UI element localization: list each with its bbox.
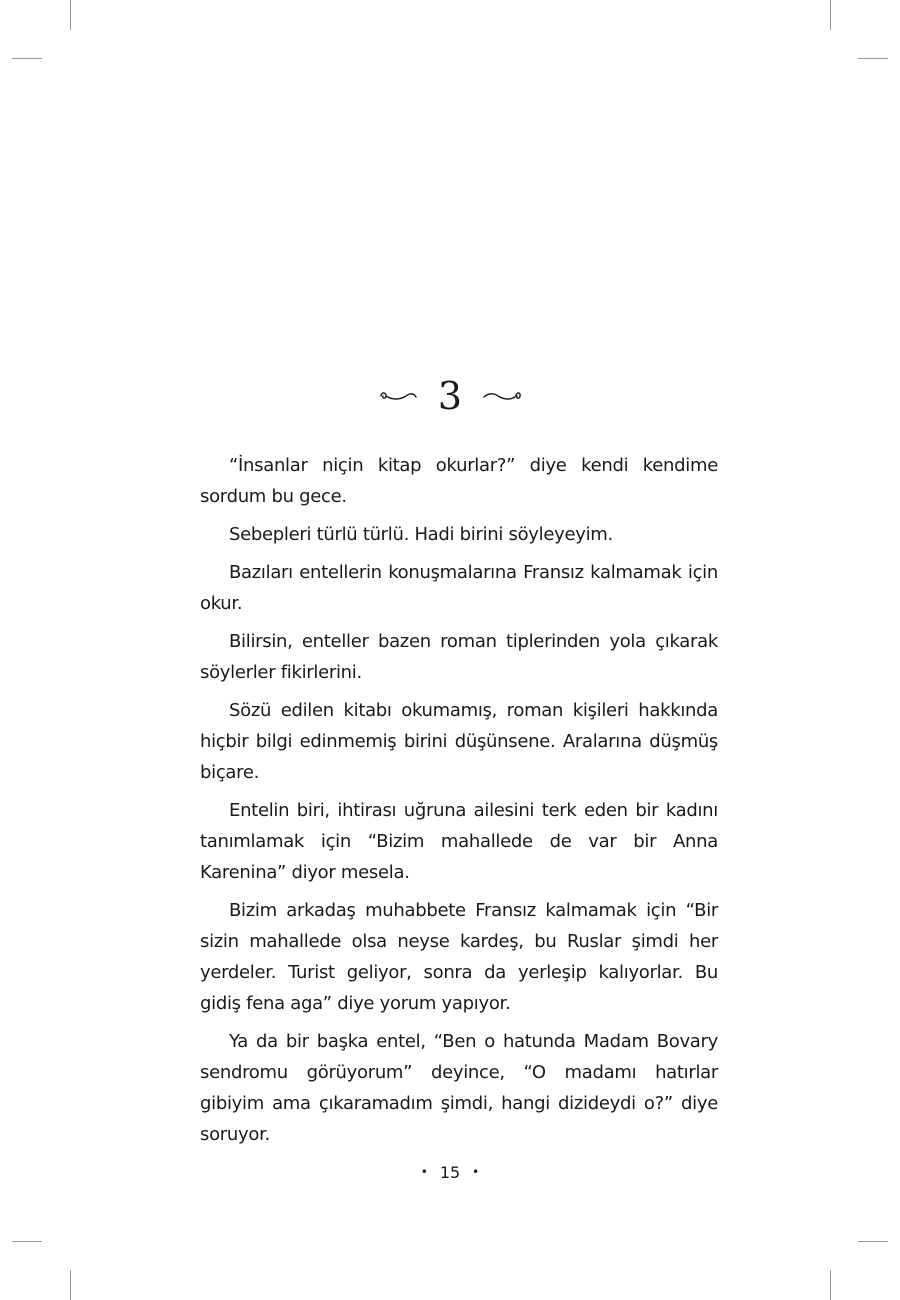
crop-mark-top-left-vertical bbox=[70, 0, 71, 30]
crop-mark-top-right-horizontal bbox=[858, 58, 888, 59]
paragraph: Bilirsin, enteller bazen roman tiplerinden yola çıkarak söylerler fikirlerini. bbox=[200, 631, 718, 683]
chapter-number: 3 bbox=[437, 374, 463, 418]
paragraph: Ya da bir başka entel, “Ben o hatunda Madam Bovary sendromu görüyorum” deyince, “O madamı hatırlar gibiyim ama çıkaramadım şimdi, hangi dizideydi o?” diye soruyor. bbox=[200, 1031, 718, 1145]
crop-mark-top-left-horizontal bbox=[12, 58, 42, 59]
page-number-footer bbox=[0, 1160, 900, 1184]
crop-mark-bottom-right-vertical bbox=[830, 1270, 831, 1300]
crop-mark-top-right-vertical bbox=[830, 0, 831, 30]
swirl-ornament-right-icon bbox=[480, 388, 524, 404]
body-text bbox=[200, 450, 718, 1157]
folio-right-mark: • bbox=[472, 1165, 480, 1179]
paragraph: Sözü edilen kitabı okumamış, roman kişileri hakkında hiçbir bilgi edinmemiş birini düşünsene. Aralarına düşmüş biçare. bbox=[200, 700, 718, 783]
paragraph: “İnsanlar niçin kitap okurlar?” diye kendi kendime sordum bu gece. bbox=[200, 455, 718, 507]
paragraph: Bazıları entellerin konuşmalarına Fransız kalmamak için okur. bbox=[200, 562, 718, 614]
crop-mark-bottom-left-vertical bbox=[70, 1270, 71, 1300]
page-number: 15 bbox=[439, 1162, 461, 1182]
crop-mark-bottom-left-horizontal bbox=[12, 1241, 42, 1242]
crop-mark-bottom-right-horizontal bbox=[858, 1241, 888, 1242]
paragraph: Entelin biri, ihtirası uğruna ailesini terk eden bir kadını tanımlamak için “Bizim mahallede de var bir Anna Karenina” diyor mesela. bbox=[200, 800, 718, 883]
paragraph: Sebepleri türlü türlü. Hadi birini söyleyeyim. bbox=[229, 524, 613, 545]
chapter-heading bbox=[0, 372, 900, 420]
folio-left-mark: • bbox=[420, 1165, 428, 1179]
paragraph: Bizim arkadaş muhabbete Fransız kalmamak için “Bir sizin mahallede olsa neyse kardeş, bu Ruslar şimdi her yerdeler. Turist geliyor, sonra da yerleşip kalıyorlar. Bu gidiş fena aga” diye yorum yapıyor. bbox=[200, 900, 718, 1014]
swirl-ornament-left-icon bbox=[376, 388, 420, 404]
